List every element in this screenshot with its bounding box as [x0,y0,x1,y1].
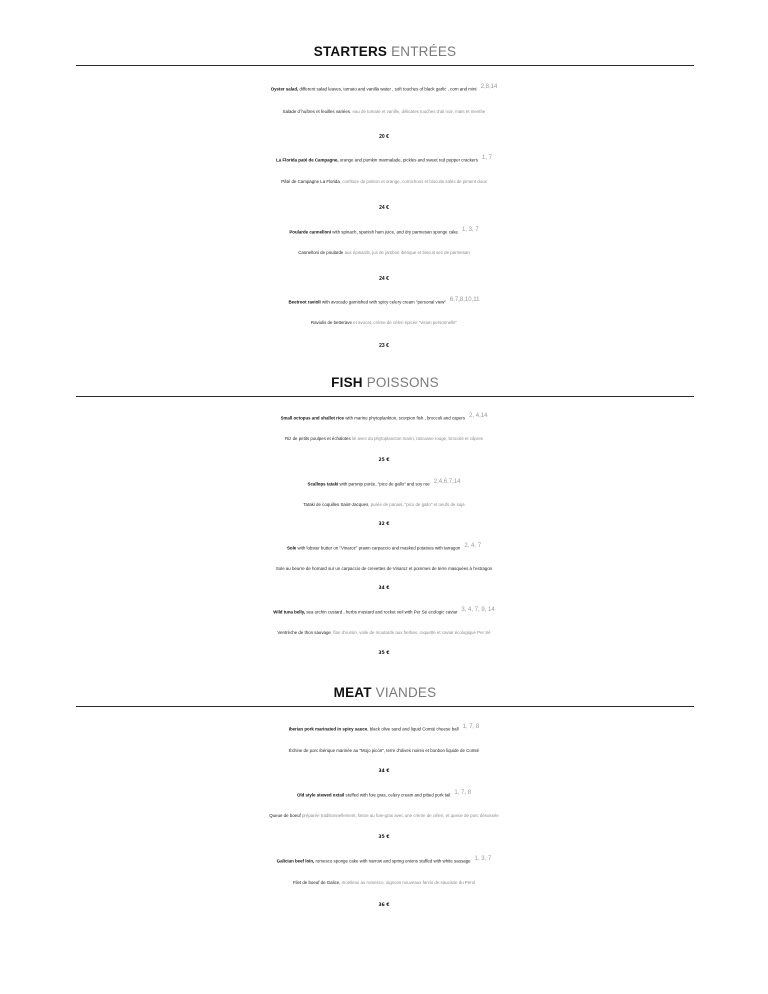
dish-line-en: Small octopus and shallot rice with marine phytoplankton, scorpion fish , broccoli and capers 2, 4,14 [280,413,488,421]
dish-price: 24 € [379,205,389,211]
dish-line-fr: Salade d´huîtres et feuilles variées, eau de tomate et vanille, délicates touches d'ail noir, maïs et menthe [282,109,486,114]
dish-line-fr: Raviolis de betterave et avocat, crème de céleri épicée "vision personnelle" [310,320,458,325]
dish-line-fr: Queue de boeuf préparée traditionnellement, farcie au foie-gras avec une crème de céleri, et queue de porc désossée [269,813,499,818]
dish-line-en: Scallops tataki with parsnip purée, "pico de gallo" and soy roe 2,4,6,7,14 [307,479,461,487]
dish-price: 34 € [378,769,390,774]
dish-line-en: La Florida paté de Campagne, orange and pumkin marmalade, pickles and sweet red pepper crackers 1, 7 [276,155,492,163]
dish-line-en: Galician beef loin, romesco sponge cake with narrow and spring onions stuffed with white sausage 1, 3, 7 [276,856,492,864]
section-divider [76,396,694,397]
dish-line-en: Oyster salad, different salad leaves, tomato and vanilla water , soft touches of black garlic , corn and mint 2,8,14 [270,84,498,92]
section-heading-fish: FISH POISSONS [331,375,439,390]
dish-line-fr: Échine de porc ibérique marinée au "Mojo picón", terre d'olives noires et bonbon liquide de Comté [288,748,480,753]
dish-line-fr: Cannelloni de poularde aux épinards, jus de jambon ibérique et biscuit sec de parmesan [298,250,470,255]
section-heading-meat: MEAT VIANDES [333,685,437,700]
dish-price: 25 € [378,458,390,463]
dish-price: 36 € [378,903,390,908]
dish-price: 24 € [379,276,389,282]
dish-price: 34 € [378,586,390,591]
dish-price: 20 € [379,134,389,140]
dish-line-en: Wild tuna belly, sea urchin custard , herbs mustard and rocket veil with Per Sé ecologic caviar 3, 4, 7, 9, 14 [273,607,495,615]
dish-line-fr: Filet de boeuf de Galice, moelleux au romesco, oignons nouveaux farcis de saucisse du Perol [292,880,476,885]
dish-price: 23 € [379,343,389,349]
dish-line-fr: Tataki de coquilles Saint-Jacques, purée de panais, "pico de gallo" et oeufs de soja [303,502,465,507]
dish-line-en: Old style stewed oxtail stuffed with foie gras, celery cream and pitted pork tail 1, 7, 8 [296,790,472,798]
dish-line-fr: Ventrèche de thon sauvage, flan d'oursin, voile de moutarde aux herbes, roquette et caviar écologique Per Sé [277,630,491,635]
dish-price: 35 € [378,835,390,840]
section-divider [76,65,694,66]
dish-line-en: Beetroot ravioli with avocado garnished with spicy celery cream "personal view" 6,7,8,10,11 [288,297,480,305]
dish-price: 35 € [378,651,390,656]
dish-line-fr: Sole au beurre de homard sur un carpaccio de crevettes de Vinaroz et pommes de terre masquées à l'estragon [275,566,493,571]
dish-line-en: Sole with lobster butter on "Vinaroz" prawn carpaccio and masked potatoes with tarragon 2, 4, 7 [286,543,482,551]
dish-line-fr: Riz de petits poulpes et échalotes lié avec du phytoplancton marin, rascasse rouge, brocolis et câpres [285,436,483,441]
dish-line-fr: Pâté de Campagne La Florida, confiture de potiron et orange, cornichons et biscuits salés de piment doux [281,179,487,184]
dish-line-en: Poularde cannelloni with spinach, spanish ham juice, and dry parmesan sponge cake 1, 3, 7 [289,227,479,235]
section-divider [76,706,694,707]
dish-line-en: Iberian pork marinated in spicy sauce, black olive sand and liquid Comté cheese ball 1, 7, 8 [288,724,480,732]
section-heading-starters: STARTERS ENTRÉES [313,44,457,59]
dish-price: 32 € [378,522,390,527]
